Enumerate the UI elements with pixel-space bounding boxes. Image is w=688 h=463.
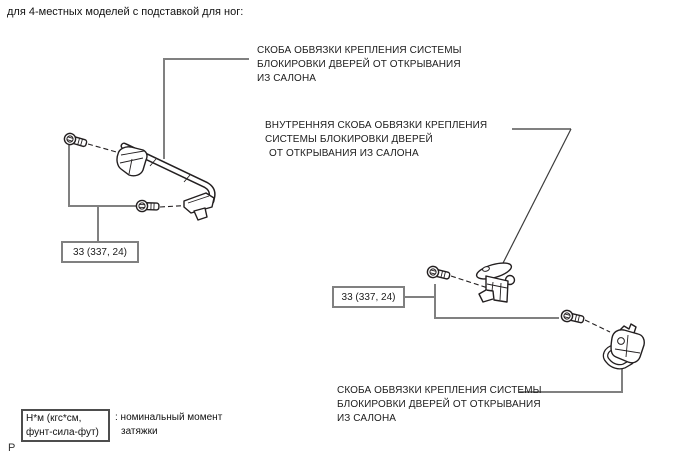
inner-bracket-drawing [475, 260, 515, 302]
callout-inner-bracket [265, 119, 487, 161]
left-bracket-assembly-drawing [117, 146, 214, 220]
legend-note-line: затяжки [121, 426, 158, 437]
torque-spec-box-right: 33 (337, 24) [332, 286, 405, 308]
callout-bracket-top [257, 44, 462, 86]
callout-line: СКОБА ОБВЯЗКИ КРЕПЛЕНИЯ СИСТЕМЫ [257, 45, 462, 56]
leader-line-inner-diagonal [500, 129, 571, 269]
page-marker: Р [8, 442, 16, 454]
leader-line-top-callout [164, 59, 249, 159]
bolt-icon [560, 309, 584, 325]
callout-line: ИЗ САЛОНА [257, 73, 317, 84]
page-title: для 4-местных моделей с подставкой для ног: [7, 6, 244, 18]
bottom-bracket-drawing [606, 324, 645, 367]
callout-line: БЛОКИРОВКИ ДВЕРЕЙ ОТ ОТКРЫВАНИЯ [257, 59, 461, 70]
torque-spec-box-left: 33 (337, 24) [61, 241, 139, 263]
callout-line: БЛОКИРОВКИ ДВЕРЕЙ ОТ ОТКРЫВАНИЯ [337, 399, 541, 410]
callout-line: СИСТЕМЫ БЛОКИРОВКИ ДВЕРЕЙ [265, 134, 433, 145]
bolt-icon [426, 265, 451, 281]
bolt-icon [63, 132, 88, 149]
callout-line: ОТ ОТКРЫВАНИЯ ИЗ САЛОНА [269, 148, 419, 159]
callout-bracket-bottom [337, 384, 542, 426]
callout-line: СКОБА ОБВЯЗКИ КРЕПЛЕНИЯ СИСТЕМЫ [337, 385, 542, 396]
legend-unit-line: фунт-сила-фут) [26, 427, 99, 438]
torque-legend-unit-box [21, 409, 110, 442]
torque-legend-note [115, 411, 222, 439]
legend-note-line: : номинальный момент [115, 412, 223, 423]
callout-line: ВНУТРЕННЯЯ СКОБА ОБВЯЗКИ КРЕПЛЕНИЯ [265, 120, 488, 131]
legend-unit-line: Н*м (кгс*см, [26, 413, 82, 424]
dashed-line-bolt1 [88, 144, 120, 153]
dashed-line-bolt4 [585, 320, 610, 332]
bolt-icon [136, 200, 159, 212]
callout-line: ИЗ САЛОНА [337, 413, 397, 424]
